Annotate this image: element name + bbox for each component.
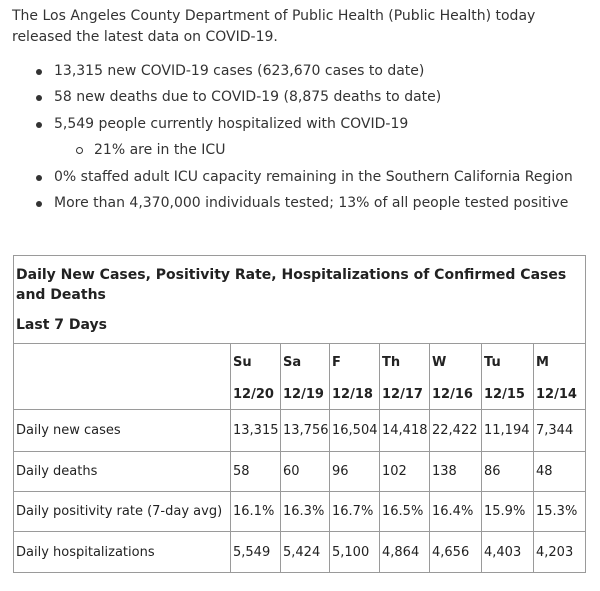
table-caption <box>14 256 586 344</box>
table-cell: 13,315 <box>231 410 281 452</box>
table-cell: 16.7% <box>330 492 380 532</box>
list-item: 0% staffed adult ICU capacity remaining in the Southern California Region <box>34 164 594 190</box>
row-label: Daily deaths <box>14 452 231 492</box>
table-cell: 11,194 <box>482 410 534 452</box>
table-cell: 4,656 <box>430 532 482 573</box>
column-header <box>534 344 586 410</box>
table-row <box>14 492 586 532</box>
table-cell: 138 <box>430 452 482 492</box>
table-cell: 102 <box>380 452 430 492</box>
table-cell: 14,418 <box>380 410 430 452</box>
table-cell: 86 <box>482 452 534 492</box>
summary-list <box>34 58 594 216</box>
column-header <box>430 344 482 410</box>
day-label: Sa <box>283 354 302 370</box>
date-label: 12/14 <box>536 386 577 402</box>
table-cell: 96 <box>330 452 380 492</box>
covid-data-table <box>13 255 586 573</box>
table-cell: 58 <box>231 452 281 492</box>
table-cell: 5,424 <box>281 532 330 573</box>
date-label: 12/15 <box>484 386 525 402</box>
table-cell: 16.3% <box>281 492 330 532</box>
table-cell: 60 <box>281 452 330 492</box>
header-empty-cell <box>14 344 231 410</box>
date-label: 12/19 <box>283 386 324 402</box>
table-cell: 4,864 <box>380 532 430 573</box>
row-label: Daily positivity rate (7-day avg) <box>14 492 231 532</box>
date-label: 12/16 <box>432 386 473 402</box>
table-cell: 4,203 <box>534 532 586 573</box>
list-item: More than 4,370,000 individuals tested; 13% of all people tested positive <box>34 190 594 216</box>
day-label: M <box>536 354 549 370</box>
table-cell: 7,344 <box>534 410 586 452</box>
list-item: 21% are in the ICU <box>34 137 594 163</box>
table-cell: 5,549 <box>231 532 281 573</box>
column-header <box>482 344 534 410</box>
table-cell: 16.4% <box>430 492 482 532</box>
table-cell: 4,403 <box>482 532 534 573</box>
day-label: F <box>332 354 341 370</box>
day-label: Th <box>382 354 401 370</box>
date-label: 12/18 <box>332 386 373 402</box>
table-row <box>14 410 586 452</box>
table-cell: 22,422 <box>430 410 482 452</box>
table-cell: 16.5% <box>380 492 430 532</box>
column-header <box>281 344 330 410</box>
table-cell: 16.1% <box>231 492 281 532</box>
table-cell: 5,100 <box>330 532 380 573</box>
row-label: Daily hospitalizations <box>14 532 231 573</box>
table-cell: 13,756 <box>281 410 330 452</box>
day-label: Tu <box>484 354 501 370</box>
table-cell: 16,504 <box>330 410 380 452</box>
list-item: 58 new deaths due to COVID-19 (8,875 deaths to date) <box>34 84 594 110</box>
table-row <box>14 452 586 492</box>
table-title: Daily New Cases, Positivity Rate, Hospitalizations of Confirmed Cases and Deaths <box>16 266 567 303</box>
table-row <box>14 532 586 573</box>
day-label: W <box>432 354 447 370</box>
intro-paragraph: The Los Angeles County Department of Public Health (Public Health) today released the latest data on COVID-19. <box>12 8 536 45</box>
column-header <box>380 344 430 410</box>
date-label: 12/17 <box>382 386 423 402</box>
table-cell: 15.9% <box>482 492 534 532</box>
list-item: 13,315 new COVID-19 cases (623,670 cases to date) <box>34 58 594 84</box>
table-cell: 15.3% <box>534 492 586 532</box>
list-item: 5,549 people currently hospitalized with COVID-19 <box>34 111 594 137</box>
table-subtitle: Last 7 Days <box>16 316 107 333</box>
column-header <box>330 344 380 410</box>
column-header <box>231 344 281 410</box>
day-label: Su <box>233 354 252 370</box>
row-label: Daily new cases <box>14 410 231 452</box>
table-cell: 48 <box>534 452 586 492</box>
date-label: 12/20 <box>233 386 274 402</box>
